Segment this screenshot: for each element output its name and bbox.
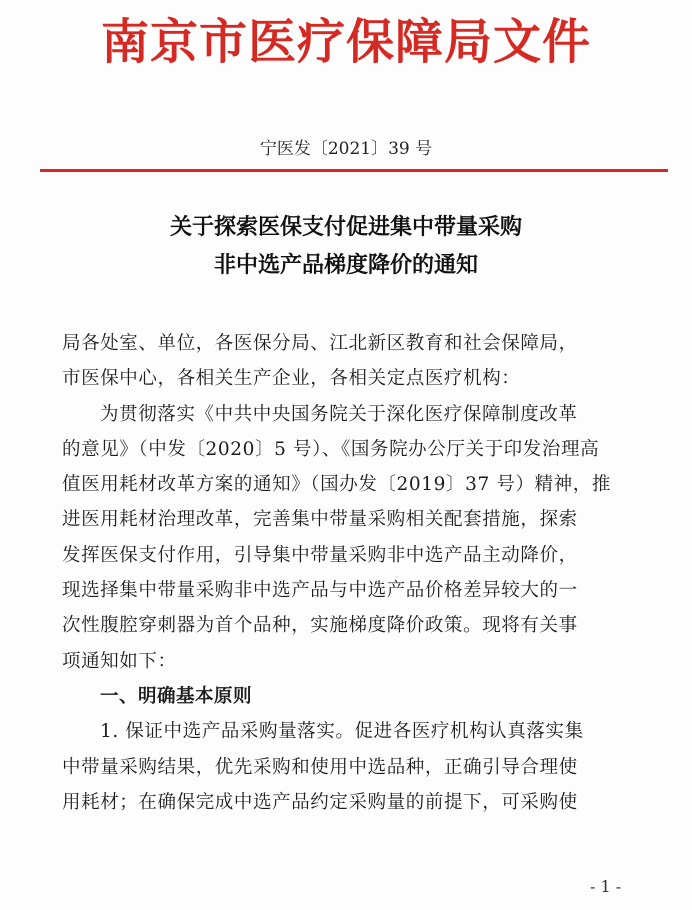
notice-title <box>0 208 692 284</box>
body-line: 为贯彻落实《中共中央国务院关于深化医疗保障制度改革 <box>100 403 578 425</box>
body-line: 用耗材；在确保完成中选产品约定采购量的前提下，可采购使 <box>62 791 578 813</box>
body-line: 中带量采购结果，优先采购和使用中选品种，正确引导合理使 <box>62 756 578 778</box>
body-line: 发挥医保支付作用，引导集中带量采购非中选产品主动降价， <box>62 544 578 566</box>
body-line: 值医用耗材改革方案的通知》（国办发〔2019〕37 号）精神，推 <box>62 474 611 496</box>
document-number: 宁医发〔2021〕39 号 <box>259 139 433 159</box>
page-number: - 1 - <box>590 877 622 896</box>
body-line: 项通知如下： <box>62 650 177 672</box>
notice-title-line-2: 非中选产品梯度降价的通知 <box>213 252 478 278</box>
body-line: 次性腹腔穿刺器为首个品种，实施梯度降价政策。现将有关事 <box>62 615 578 637</box>
section-heading: 一、明确基本原则 <box>100 685 253 707</box>
red-separator-rule <box>40 169 668 172</box>
body-line: 进医用耗材治理改革，完善集中带量采购相关配套措施，探索 <box>62 509 578 531</box>
body-text <box>62 326 652 820</box>
body-line: 市医保中心，各相关生产企业，各相关定点医疗机构： <box>62 368 521 390</box>
body-line: 1. 保证中选产品采购量落实。促进各医疗机构认真落实集 <box>100 721 584 743</box>
body-line: 现选择集中带量采购非中选产品与中选产品价格差异较大的一 <box>62 580 578 602</box>
notice-title-line-1: 关于探索医保支付促进集中带量采购 <box>169 214 522 240</box>
masthead-title: 南京市医疗保障局文件 <box>100 14 591 70</box>
body-line: 的意见》（中发〔2020〕5 号）、《国务院办公厅关于印发治理高 <box>62 438 600 460</box>
body-line: 局各处室、单位，各医保分局、江北新区教育和社会保障局， <box>62 333 578 354</box>
